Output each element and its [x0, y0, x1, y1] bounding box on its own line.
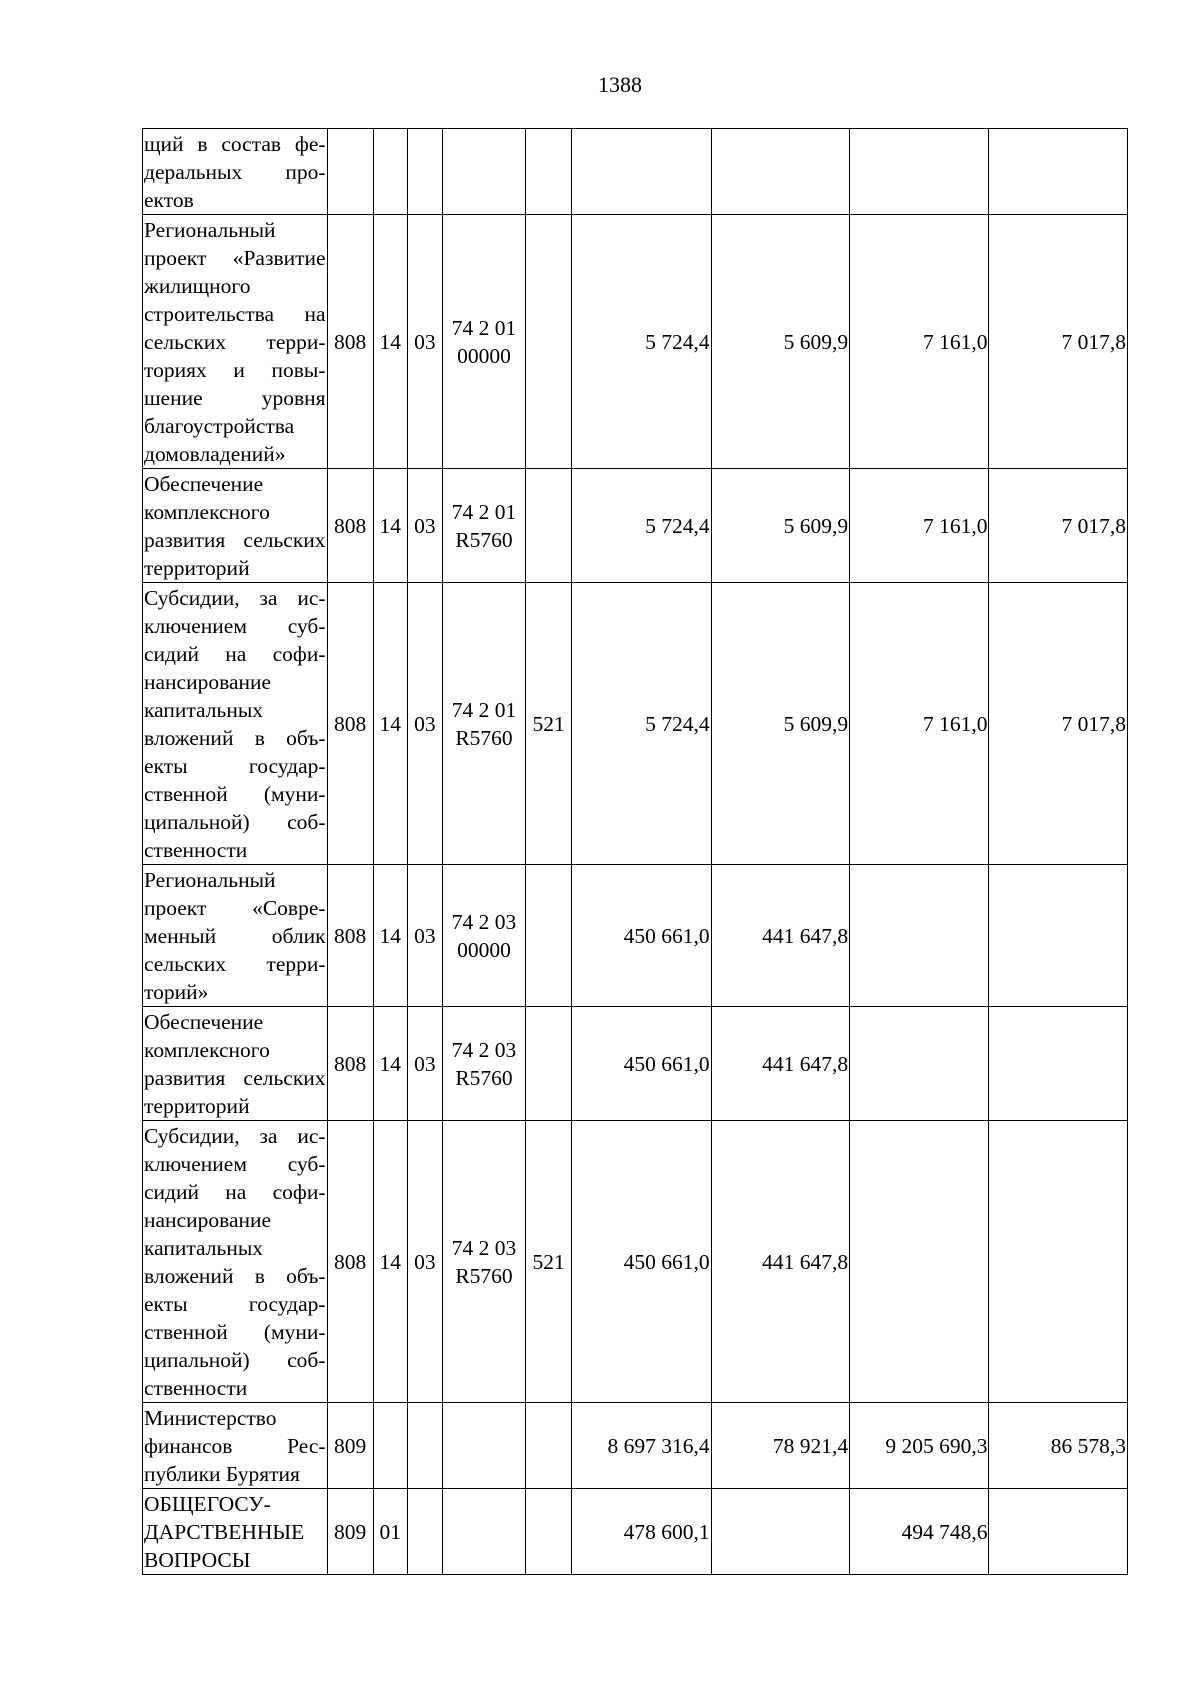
- vr-cell: 521: [526, 1121, 572, 1403]
- vr-cell: [526, 865, 572, 1007]
- vr-cell: [526, 1489, 572, 1575]
- csr-cell: [442, 1489, 525, 1575]
- value-cell-3: [850, 1121, 989, 1403]
- value-cell-1: 450 661,0: [572, 1121, 711, 1403]
- row-name-cell: Субсидии, за исключением субсидий на софинансирование капитальных вложений в объекты государственной (муниципальной) собственности: [143, 1121, 328, 1403]
- table-row: [143, 1403, 1128, 1489]
- pr-cell: 03: [407, 1007, 442, 1121]
- grbs-cell: 808: [327, 1121, 373, 1403]
- pr-cell: 03: [407, 1121, 442, 1403]
- value-cell-2: [711, 1489, 849, 1575]
- value-cell-3: 9 205 690,3: [850, 1403, 989, 1489]
- page-number: 1388: [598, 72, 642, 97]
- table-row: [143, 865, 1128, 1007]
- csr-cell: [442, 469, 525, 583]
- grbs-cell: 808: [327, 215, 373, 469]
- vr-cell: [526, 215, 572, 469]
- row-name-cell: Обеспечение комплексного развития сельских территорий: [143, 1007, 328, 1121]
- csr-line-1: 74 2 03: [451, 909, 517, 934]
- grbs-cell: 808: [327, 865, 373, 1007]
- value-cell-3: [850, 129, 989, 215]
- vr-cell: [526, 1403, 572, 1489]
- csr-line-2: 00000: [457, 937, 511, 962]
- value-cell-4: [989, 1007, 1128, 1121]
- value-cell-3: 7 161,0: [850, 583, 989, 865]
- grbs-cell: 808: [327, 469, 373, 583]
- csr-cell: [442, 1403, 525, 1489]
- value-cell-2: 441 647,8: [711, 1007, 849, 1121]
- csr-line-2: 00000: [457, 343, 511, 368]
- value-cell-2: 441 647,8: [711, 865, 849, 1007]
- value-cell-4: 86 578,3: [989, 1403, 1128, 1489]
- table-row: [143, 215, 1128, 469]
- value-cell-4: 7 017,8: [989, 215, 1128, 469]
- grbs-cell: 808: [327, 583, 373, 865]
- csr-cell: [442, 1121, 525, 1403]
- pr-cell: 03: [407, 469, 442, 583]
- pr-cell: [407, 1403, 442, 1489]
- row-name-cell: Региональный проект «Развитие жилищного строительства на сельских территориях и повышение уровня благоустройства домовладений»: [143, 215, 328, 469]
- rz-cell: [373, 1403, 407, 1489]
- value-cell-4: [989, 129, 1128, 215]
- grbs-cell: 808: [327, 1007, 373, 1121]
- csr-cell: [442, 1007, 525, 1121]
- rz-cell: 14: [373, 583, 407, 865]
- value-cell-1: 5 724,4: [572, 469, 711, 583]
- table-row: [143, 469, 1128, 583]
- value-cell-2: 441 647,8: [711, 1121, 849, 1403]
- vr-cell: [526, 1007, 572, 1121]
- rz-cell: 14: [373, 1121, 407, 1403]
- value-cell-4: 7 017,8: [989, 469, 1128, 583]
- table-row: [143, 1007, 1128, 1121]
- csr-line-2: R5760: [455, 1263, 513, 1288]
- row-name-cell: Министерство финансов Республики Бурятия: [143, 1403, 328, 1489]
- table-row: [143, 129, 1128, 215]
- csr-line-2: R5760: [455, 527, 513, 552]
- csr-cell: [442, 865, 525, 1007]
- value-cell-1: 5 724,4: [572, 215, 711, 469]
- value-cell-4: [989, 1489, 1128, 1575]
- rz-cell: 14: [373, 469, 407, 583]
- row-name-cell: Региональный проект «Современный облик сельских территорий»: [143, 865, 328, 1007]
- pr-cell: 03: [407, 583, 442, 865]
- value-cell-1: 5 724,4: [572, 583, 711, 865]
- value-cell-2: 5 609,9: [711, 469, 849, 583]
- value-cell-2: 5 609,9: [711, 583, 849, 865]
- vr-cell: [526, 129, 572, 215]
- csr-line-2: R5760: [455, 725, 513, 750]
- rz-cell: [373, 129, 407, 215]
- vr-cell: [526, 469, 572, 583]
- row-name-cell: Субсидии, за исключением субсидий на софинансирование капитальных вложений в объекты государственной (муниципальной) собственности: [143, 583, 328, 865]
- pr-cell: 03: [407, 865, 442, 1007]
- value-cell-1: 450 661,0: [572, 865, 711, 1007]
- csr-cell: [442, 215, 525, 469]
- value-cell-3: [850, 1007, 989, 1121]
- value-cell-3: 7 161,0: [850, 215, 989, 469]
- csr-line-1: 74 2 03: [451, 1037, 517, 1062]
- csr-line-1: 74 2 01: [451, 499, 517, 524]
- budget-table: [142, 128, 1128, 1575]
- csr-cell: [442, 129, 525, 215]
- row-name-cell: Обеспечение комплексного развития сельских территорий: [143, 469, 328, 583]
- value-cell-4: [989, 1121, 1128, 1403]
- value-cell-1: 8 697 316,4: [572, 1403, 711, 1489]
- csr-line-1: 74 2 03: [451, 1235, 517, 1260]
- table-row: [143, 1121, 1128, 1403]
- rz-cell: 14: [373, 1007, 407, 1121]
- rz-cell: 14: [373, 215, 407, 469]
- csr-line-2: R5760: [455, 1065, 513, 1090]
- csr-cell: [442, 583, 525, 865]
- value-cell-4: [989, 865, 1128, 1007]
- value-cell-4: 7 017,8: [989, 583, 1128, 865]
- pr-cell: [407, 1489, 442, 1575]
- value-cell-2: 78 921,4: [711, 1403, 849, 1489]
- grbs-cell: 809: [327, 1489, 373, 1575]
- value-cell-1: 478 600,1: [572, 1489, 711, 1575]
- csr-line-1: 74 2 01: [451, 697, 517, 722]
- value-cell-2: [711, 129, 849, 215]
- rz-cell: 01: [373, 1489, 407, 1575]
- table-row: [143, 583, 1128, 865]
- value-cell-3: [850, 865, 989, 1007]
- pr-cell: [407, 129, 442, 215]
- grbs-cell: [327, 129, 373, 215]
- pr-cell: 03: [407, 215, 442, 469]
- row-name-cell: щий в состав федеральных проектов: [143, 129, 328, 215]
- value-cell-1: 450 661,0: [572, 1007, 711, 1121]
- grbs-cell: 809: [327, 1403, 373, 1489]
- value-cell-2: 5 609,9: [711, 215, 849, 469]
- csr-line-1: 74 2 01: [451, 315, 517, 340]
- table-row: [143, 1489, 1128, 1575]
- value-cell-3: 7 161,0: [850, 469, 989, 583]
- vr-cell: 521: [526, 583, 572, 865]
- value-cell-1: [572, 129, 711, 215]
- value-cell-3: 494 748,6: [850, 1489, 989, 1575]
- rz-cell: 14: [373, 865, 407, 1007]
- row-name-cell: ОБЩЕГОСУДАРСТВЕННЫЕ ВОПРОСЫ: [143, 1489, 328, 1575]
